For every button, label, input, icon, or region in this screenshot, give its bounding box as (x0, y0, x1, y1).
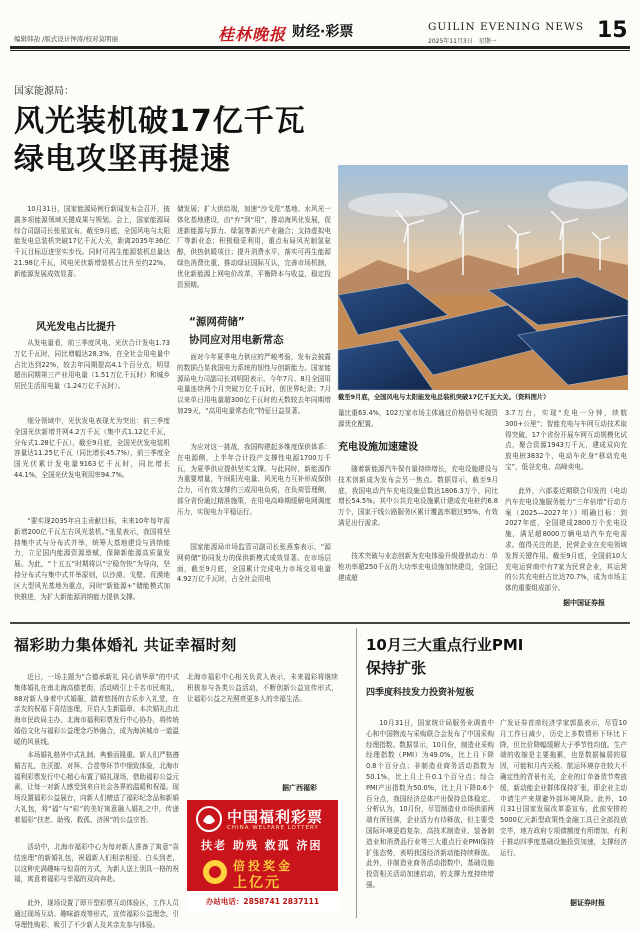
headline-line-1: 风光装机破17亿千瓦 (14, 104, 306, 139)
lottery-ad-english: CHINA WELFARE LOTTERY (227, 825, 319, 831)
story-headline: 福彩助力集体婚礼 共证幸福时刻 (14, 636, 237, 654)
story-headline (366, 634, 523, 680)
issue-date: 2025年11月3日 星期一 (428, 38, 497, 45)
page-number: 15 (597, 18, 628, 43)
story-paragraph: 细分领域中，光伏发电表现尤为突出：前三季度全国光伏新增并网4.2万千瓦（集中式1.12亿千瓦，分布式1.28亿千瓦），截至9月底，全国光伏发电装机容量达11.25亿千瓦（同比增长45.7%），前三季度全国光伏累计发电量9163亿千瓦时，同比增长44.1%，全国光伏发电利用率94.7%。 (14, 417, 170, 479)
story-paragraph: 10月31日，国家统计局服务业调查中心和中国物流与采购联合会发布了中国采购经理指数。数据显示，10月份，制造业采购经理指数（PMI）为49.0%，比上月下降0.8个百分点；非制造业商务活动指数为50.1%，比上月上升0.1个百分点；综合PMI产出指数为50.0%，比上月下降0.6个百分点，我国经济总体产出保持总体稳定。分析认为，10月份，尽管制造业市场供需两端有所回落，企业活力有待释放，但主要受国际环境更趋复杂，高技术制造业、装备制造业和消费品行业等三大重点行业PMI保持扩张态势，表明我国经济新动能持续释放。此外，非制造业商务活动指数中，基础设施投资相关活动加速启动，的支撑力度持续增强。 (366, 719, 494, 889)
story-paragraph: 10月31日，国家能源局例行新闻发布会召开，披露多项能源领域关键成果与规划。会上，国家能源局综合司副司长张星宣布，截至9月底，全国风电与太阳能发电总装机突破17亿千瓦大关，距离2035年36亿千瓦目标迈进坚实步伐。同时可再生能源装机总量达21.98亿千瓦，风电光伏新增装机占比升至约22%，新能源发展成效显著。 (14, 205, 170, 278)
story-paragraph: 从发电量看，前三季度风电、光伏合计发电1.73万亿千瓦时，同比增幅达28.3%，在全社会用电量中占比达到22%，较去年同期提高4.1个百分点，明显超出同期第三产业用电量（1.51万亿千瓦时）和城乡居民生活用电量（1.24万亿千瓦时）。 (14, 339, 170, 391)
lottery-ad-title: 中国福利彩票 (227, 808, 324, 826)
section-title: 财经·彩票 (292, 24, 354, 40)
story-paragraph: 技术突破与业态创新为充电体验升级提供动力：单枪功率超250千瓦的大功率充电设施加快建设，全国已建成超 (338, 552, 498, 582)
story-credit: 据证券时报 (570, 899, 605, 907)
headline-line-1: 10月三大重点行业PMI (366, 636, 524, 654)
solar-panel-field-image (338, 165, 628, 390)
solar-wind-photo (338, 165, 628, 390)
story-credit: 据中国证券报 (563, 599, 605, 607)
story-paragraph: 量比重63.4%，102万家市场主体通过价格信号实现资源优化配置。 (338, 409, 498, 428)
masthead-rule (10, 46, 630, 49)
lottery-ball-icon (201, 858, 229, 886)
lottery-ad-prize: 倍投奖金 (233, 859, 294, 873)
section-divider (10, 622, 630, 624)
masthead-rule-thin (10, 50, 630, 51)
story-paragraph: 为应对这一挑战，我国构建起多维度保供体系：在电源侧，上半年合计投产支撑性电源1700万千瓦，为夏季供应提供坚实支撑。与此同时，新能源作为重要增量，午间阳光电量、风光电力互补形成保供合力，可有效支撑约三成用电负荷，在负荷管理侧，部分省份通过精准施策，在用电高峰期缓解电网调度压力，实现电力平稳运行。 (177, 443, 331, 516)
newspaper-logo: 桂林晚报 (218, 25, 287, 44)
newspaper-english-name: GUILIN EVENING NEWS (428, 21, 585, 33)
story-kicker: 国家能源局： (14, 86, 74, 97)
lottery-ad-slogan: 扶老 助残 救孤 济困 (201, 839, 323, 852)
story-paragraph: 国家能源局市场监管司副司长张燕秦表示，“源网荷储”协同发力的保供新模式成效显著。在市场层面，截至9月底，全国累计完成电力市场交易电量4.92万亿千瓦时，占全社会用电 (177, 543, 331, 584)
photo-caption: 截至9月底，全国风电与太阳能发电总装机突破17亿千瓦大关。（资料图片） (338, 394, 550, 401)
welfare-lottery-ad (187, 800, 338, 912)
story-paragraph: 广发证券首席经济学家郭磊表示，尽管10月工作日减少，历史上多数情形下环比下降，但比价降幅缓解大于季节性均值。生产端的收缩是主要拖累，也是数据偏弱的原因，可能和月内关税、航运环境存在较大不确定性的背景有关，企业的订单备货节奏放缓，新动能企业群体保持扩张，即企业主动申请生产来规避外部环境风险。此外，10月31日国家发展改革委宣布，此前安排的5000亿元新型政策性金融工具已全部投放完毕，地方政府专项债额度有所增加，有利于推动四季度基础设施投资加速，支撑经济运行。 (500, 719, 627, 857)
story-deck: 四季度科技发力投资补短板 (366, 688, 475, 698)
story-paragraph: 近日，一场主题为“合德承新礼 同心谱华章”的中式集体婚礼在南北海高德老街，活动吸引上千名市民观礼，88对新人身着中式婚服，踏着悠扬的古乐步入礼堂，在亲友的祝福下喜结连理，开启人生新篇章。本次婚礼由北海市民政局主办，北海市福利彩票发行中心协办，将传统婚俗文化与福彩公益理念巧妙融合，成为海滨城市一道温暖的风景线。 (14, 673, 179, 746)
headline-line-2: 绿电攻坚再提速 (14, 142, 231, 177)
story-subheading: 协同应对用电新常态 (189, 334, 284, 346)
story-paragraph: 本场婚礼格外中式礼制、典雅而隆重。新人们严格遵循古礼，在沃盥、对拜、合卺等环节中细致体验，北海市福利彩票发行中心精心布置了婚礼现场，借助福彩公益元素，让每一对新人感受到来自社会各界的温暖和祝福。现场设置福彩公益展台，向新人们赠送了福彩纪念品和新婚大礼包，将“福”与“彩”的美好寓意融入婚礼之中，传递着福彩“扶老、助残、救孤、济困”的公益宗旨。 (14, 751, 179, 824)
story-paragraph: “要实现2035年自主贡献目标，未来10年每年需新增200亿千瓦左右风光装机。”张星表示，我国将坚持集中式与分布式并举，统筹大基地建设与消纳能力，立足国内能源资源禀赋，保障新能源高质量发展。为此，“十五五”时期将以“宁稳勿快”为导向，坚持分布式与集中式并举原则，以沙漠、戈壁、荒漠地区大型风光基地为重点，同时“新能源+”储能模式加快推进，为扩大新能源消纳能力提供支撑。 (14, 517, 170, 601)
story-paragraph: 储发展；扩大供给端，加速“沙戈荒”基地、水风光一体化基地建设，由“弃”到“用”，推动海风化发展，促进新能源与算力、绿氢等新兴产业融合；支持虚拟电厂等新业态；积极稳妥利用，重点布局风光制氢氨醇，供热供暖项目；提升消费水平，落实可再生能源绿色消费比重，推动绿证国际互认，完善市场机制，优化新能源上网电价改革，平衡降本与收益，稳定投资预期。 (177, 205, 331, 289)
editor-credits: 编辑韩劼 /版式设计钟涛/校对莫明丽 (14, 35, 118, 43)
column-divider (356, 628, 357, 918)
story-headline (14, 103, 306, 179)
story-paragraph: 面对今年夏季电力供应的严峻考验，发布会披露的数据凸显我国电力系统的韧性与创新能力。国家能源局电力司副司长刘明阳表示，今年7月、8月全国用电量连续两个月突破万亿千瓦时，创世界纪录；7月以来单日用电量超300亿千瓦时的天数较去年同期增加29天，“高用电量常态化”特征日益显著。 (177, 353, 331, 415)
lottery-logo-icon (195, 805, 223, 833)
story-paragraph: 随着新能源汽车保有量持续增长，充电设施建设与技术创新成为发布会另一焦点。数据显示，截至9月底，我国电动汽车充电设施总数达1806.3万个，同比增长54.5%。其中公共充电设施累计建成充电桩约6.8万个，国家干线公路服务区累计覆盖率超过95%，有效满足出行需求。 (338, 465, 498, 527)
lottery-ad-phone: 办站电话：2858741 2837111 (187, 891, 338, 912)
story-credit: 据广西福彩 (282, 784, 317, 792)
story-paragraph: 此外，六部委近期联合印发的《电动汽车充电设施服务能力“三年倍增”行动方案（2025—2027年）》明确目标：到2027年底，全国建成2800万个充电设施，满足超8000万辆电动汽车充电需求。值得关注的是，民营企业在充电领域发挥关键作用。截至9月底，全国前10大充电运营商中有7家为民营企业，其运营的公共充电桩占比达70.7%，成为市场主体的重要组成部分。 (505, 487, 627, 593)
headline-line-2: 保持扩张 (366, 659, 427, 677)
story-paragraph: 北海市福彩中心相关负责人表示，未来福彩将继续积极参与各类公益活动，不断创新公益宣传形式，让福彩公益之光照亮更多人的幸福生活。 (187, 673, 338, 703)
story-subheading: “源网荷储” (189, 316, 245, 328)
story-paragraph: 此外，现场设置了即开型彩票互动体验区，工作人员通过现场互动、趣味游戏等形式，宣传福彩公益理念，引导理性购彩，吸引了不少新人及其亲友参与体验。 (14, 899, 179, 929)
lottery-ad-amount: 上亿元 (233, 875, 281, 891)
story-subheading: 充电设施加速建设 (338, 442, 418, 453)
story-subheading: 风光发电占比提升 (36, 322, 116, 333)
story-paragraph: 活动中，北海市福彩中心为每对新人准备了寓意“喜结连理”的新婚礼包，祝福新人们相亲相爱、白头到老，以这种充满趣味与惊喜的方式，为新人送上别具一格的祝福，寓意着福彩与幸福的双向奔赴。 (14, 843, 179, 884)
story-paragraph: 3.7万台，实现“充电一分钟，续航300+公里”；智能充电与车网互动技术取得突破，17个省份开展车网互动规模化试点，聚合资源1943万千瓦，建成双向充放电桩3832个，电动车化身“移动充电宝”，低谷充电、高峰卖电。 (505, 409, 627, 471)
